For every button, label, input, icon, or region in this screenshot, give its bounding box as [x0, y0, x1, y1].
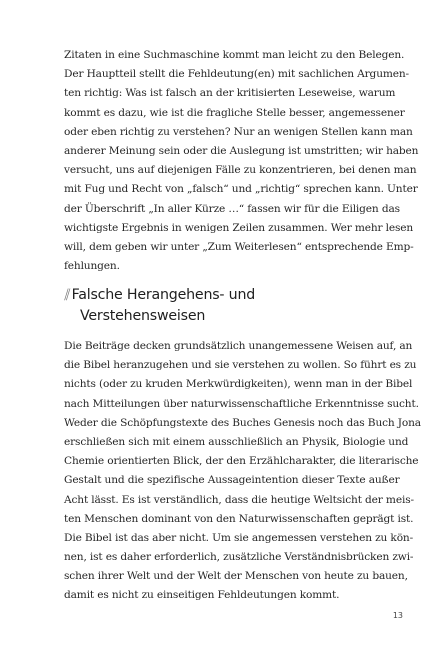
page-number: 13: [392, 611, 403, 620]
text-line: will, dem geben wir unter „Zum Weiterlesen“ entsprechende Emp-: [64, 240, 414, 253]
text-line: Die Bibel ist das aber nicht. Um sie angemessen verstehen zu kön-: [64, 531, 414, 544]
text-line: wichtigste Ergebnis in wenigen Zeilen zusammen. Wer mehr lesen: [64, 221, 414, 234]
text-line: ten Menschen dominant von den Naturwissenschaften geprägt ist.: [64, 512, 414, 525]
section-heading: [64, 285, 384, 327]
text-line: ten richtig: Was ist falsch an der kritisierten Leseweise, warum: [64, 87, 396, 100]
text-line: anderer Meinung sein oder die Auslegung ist umstritten; wir haben: [64, 144, 419, 157]
text-line: Gestalt und die spezifische Aussageintention dieser Texte außer: [64, 474, 400, 487]
text-line: kommt es dazu, wie ist die fragliche Stelle besser, angemessener: [64, 106, 405, 119]
text-line: versucht, uns auf diejenigen Fälle zu konzentrieren, bei denen man: [64, 164, 417, 177]
text-line: nichts (oder zu kruden Merkwürdigkeiten), wenn man in der Bibel: [64, 378, 413, 391]
heading-slash-mark: //: [64, 287, 68, 303]
text-line: schen ihrer Welt und der Welt der Menschen von heute zu bauen,: [64, 570, 408, 583]
text-line: mit Fug und Recht von „falsch“ und „richtig“ sprechen kann. Unter: [64, 183, 418, 196]
text-line: die Bibel heranzugehen und sie verstehen zu wollen. So führt es zu: [64, 359, 417, 372]
text-line: nen, ist es daher erforderlich, zusätzliche Verständnisbrücken zwi-: [64, 551, 414, 564]
text-line: fehlungen.: [64, 260, 120, 273]
paragraph-section: [64, 337, 421, 606]
text-line: erschließen sich mit einem ausschließlich an Physik, Biologie und: [64, 435, 409, 448]
text-line: Acht lässt. Es ist verständlich, dass die heutige Weltsicht der meis-: [64, 493, 414, 506]
paragraph-intro: [64, 46, 419, 276]
text-line: Chemie orientierten Blick, der den Erzählcharakter, die literarische: [64, 455, 419, 468]
heading-line-1: [64, 285, 384, 306]
text-line: nach Mitteilungen über naturwissenschaftliche Erkenntnisse sucht.: [64, 397, 419, 410]
heading-text-1: Falsche Herangehens- und: [71, 287, 256, 303]
text-line: Zitaten in eine Suchmaschine kommt man leicht zu den Belegen.: [64, 49, 405, 61]
text-line: Weder die Schöpfungstexte des Buches Genesis noch das Buch Jona: [64, 416, 421, 429]
text-line: Die Beiträge decken grundsätzlich unangemessene Weisen auf, an: [64, 340, 413, 352]
heading-text-2: Verstehensweisen: [80, 308, 206, 324]
text-line: damit es nicht zu einseitigen Fehldeutungen kommt.: [64, 589, 340, 602]
text-line: der Überschrift „In aller Kürze …“ fassen wir für die Eiligen das: [64, 202, 400, 215]
text-line: Der Hauptteil stellt die Fehldeutung(en) mit sachlichen Argumen-: [64, 68, 409, 81]
text-line: oder eben richtig zu verstehen? Nur an wenigen Stellen kann man: [64, 125, 413, 138]
